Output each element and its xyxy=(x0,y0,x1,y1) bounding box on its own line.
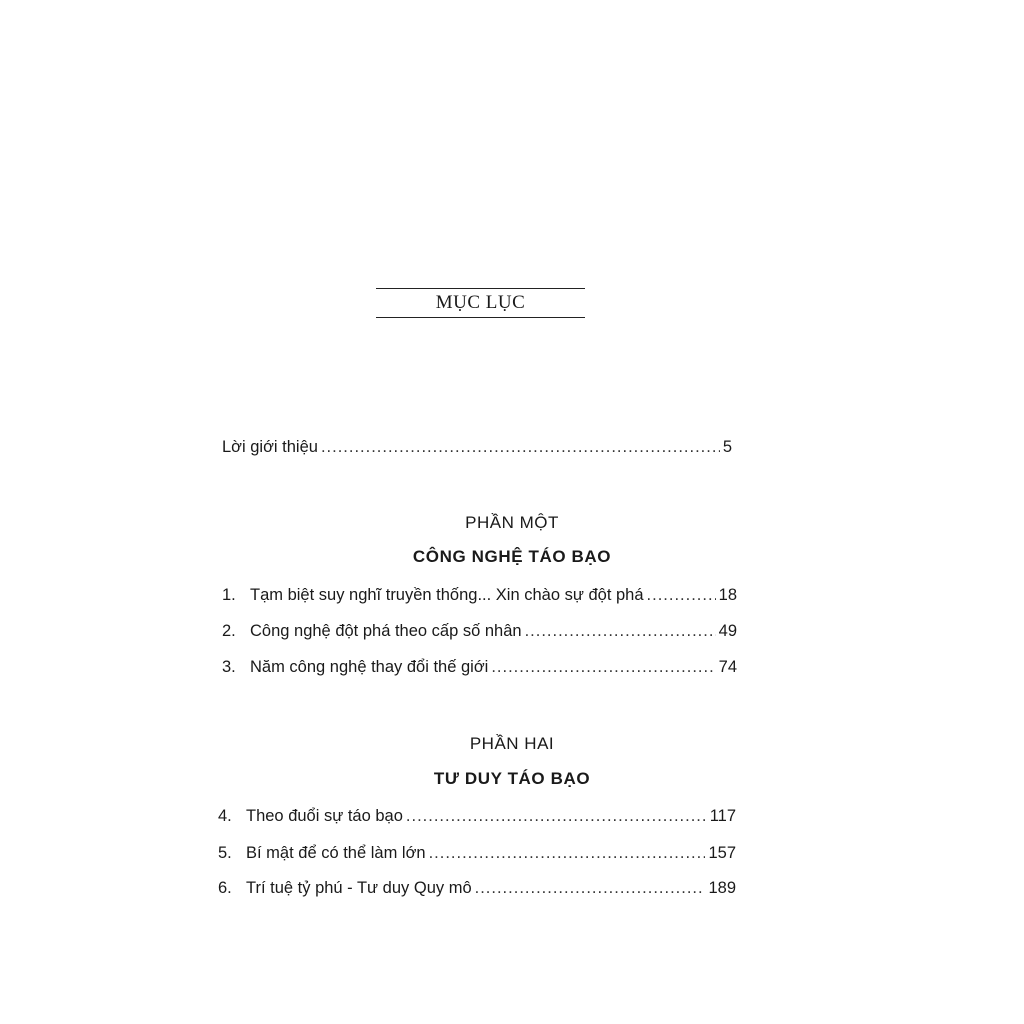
part-one-label: PHẦN MỘT xyxy=(465,513,559,532)
toc-page-number: 117 xyxy=(709,807,736,825)
toc-page-number: 18 xyxy=(718,586,737,604)
heading-rule-bottom xyxy=(376,317,585,318)
toc-page-number: 157 xyxy=(708,844,736,862)
toc-page-number: 189 xyxy=(708,879,736,897)
toc-entry-label: Theo đuổi sự táo bạo xyxy=(246,807,403,825)
toc-leader-dots xyxy=(491,657,715,677)
toc-page-number: 49 xyxy=(718,622,737,640)
toc-entry-label: Công nghệ đột phá theo cấp số nhân xyxy=(250,622,522,640)
toc-entry-intro xyxy=(222,437,732,457)
toc-page-number: 74 xyxy=(718,658,737,676)
page-title: MỤC LỤC xyxy=(435,292,526,313)
toc-entry-chapter-6 xyxy=(218,878,736,898)
toc-heading-block xyxy=(376,288,585,318)
toc-chapter-number: 5. xyxy=(218,844,232,862)
toc-entry-label: Tạm biệt suy nghĩ truyền thống... Xin chào sự đột phá xyxy=(250,586,644,604)
toc-page-number: 5 xyxy=(722,438,732,456)
toc-leader-dots xyxy=(525,621,716,641)
part-one-title: CÔNG NGHỆ TÁO BẠO xyxy=(412,547,612,566)
toc-leader-dots xyxy=(321,437,720,457)
toc-entry-chapter-3 xyxy=(222,657,737,677)
toc-chapter-number: 6. xyxy=(218,879,232,897)
toc-leader-dots xyxy=(647,585,716,605)
toc-chapter-number: 3. xyxy=(222,658,236,676)
toc-entry-chapter-5 xyxy=(218,843,736,863)
toc-chapter-number: 4. xyxy=(218,807,232,825)
part-two-title: TƯ DUY TÁO BẠO xyxy=(433,769,591,788)
toc-entry-label: Bí mật để có thể làm lớn xyxy=(246,844,426,862)
heading-rule-top xyxy=(376,288,585,289)
part-two-label: PHẦN HAI xyxy=(469,734,555,753)
toc-entry-label: Lời giới thiệu xyxy=(222,438,318,456)
toc-leader-dots xyxy=(429,843,706,863)
toc-entry-chapter-1 xyxy=(222,585,737,605)
toc-leader-dots xyxy=(475,878,706,898)
toc-entry-label: Năm công nghệ thay đổi thế giới xyxy=(250,658,489,676)
toc-chapter-number: 1. xyxy=(222,586,236,604)
toc-entry-chapter-2 xyxy=(222,621,737,641)
toc-entry-chapter-4 xyxy=(218,806,736,826)
toc-entry-label: Trí tuệ tỷ phú - Tư duy Quy mô xyxy=(246,879,472,897)
toc-leader-dots xyxy=(406,806,707,826)
toc-chapter-number: 2. xyxy=(222,622,236,640)
